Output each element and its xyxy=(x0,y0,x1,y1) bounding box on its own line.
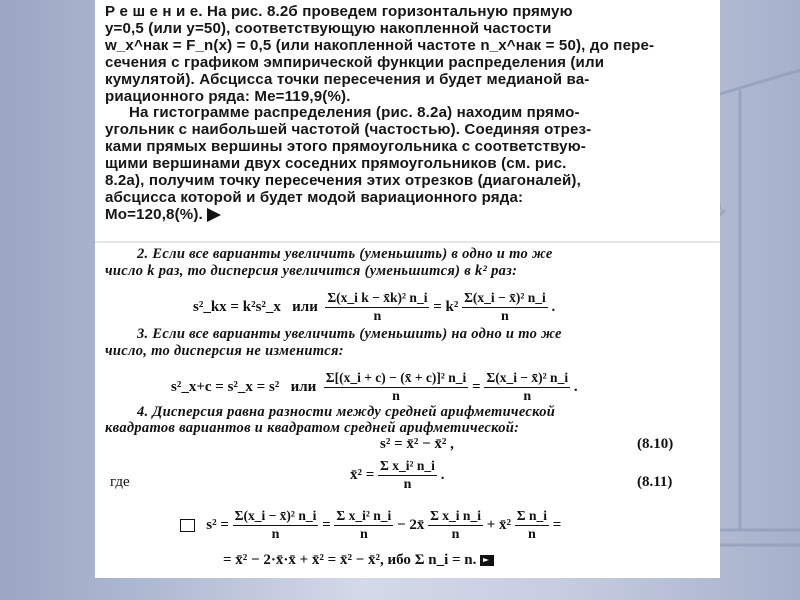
proof-chain: = x̄² − 2·x̄·x̄ + x̄² = x̄² − x̄², ибо xyxy=(223,552,411,568)
numerator: Σ x_i² n_i xyxy=(334,508,393,526)
mode-result: Mo=120,8(%). xyxy=(105,206,203,223)
textbook-page xyxy=(95,0,720,578)
property2-line2: число k раз, то дисперсия увеличится (уменьшится) в k² раз: xyxy=(105,263,518,279)
equals-sign: = xyxy=(552,516,562,533)
denominator: n xyxy=(523,389,532,404)
numerator: Σ[(x_i + c) − (x̄ + c)]² n_i xyxy=(324,370,469,388)
numerator: Σ(x_i k − x̄k)² n_i xyxy=(325,290,429,308)
or-word: или xyxy=(290,378,317,395)
denominator: n xyxy=(271,527,280,542)
numerator: Σ x_i² n_i xyxy=(378,458,437,476)
page-divider xyxy=(95,241,720,243)
text-line: угольник с наибольшей частотой (частостью). Соединяя отрез- xyxy=(105,122,592,139)
equation-8-11: x̄² = $\frac{\text{Σ x\_i² n\_i}}{n}$ . xyxy=(350,458,445,492)
denominator: n xyxy=(373,309,382,324)
fraction xyxy=(428,508,483,543)
numerator: Σ n_i xyxy=(515,508,549,526)
text-line: риационного ряда: Me=119,9(%). xyxy=(105,88,351,105)
fraction xyxy=(462,290,548,325)
proof-line1 xyxy=(180,508,561,543)
formula-left: x̄² = xyxy=(350,466,375,483)
text-line xyxy=(105,207,710,224)
equation-number: (8.10) xyxy=(637,436,674,452)
fraction xyxy=(515,508,549,543)
text-line: кумулятой). Абсцисса точки пересечения и будет медианой ва- xyxy=(105,71,590,88)
equation-8-10: s² = x̄² − x̄² , xyxy=(380,436,454,452)
text-line: Р е ш е н и е. На рис. 8.2б проведем горизонтальную прямую xyxy=(105,4,573,20)
where-word: где xyxy=(110,474,130,490)
text-line: w_x^нак = F_n(x) = 0,5 (или накопленной частоте n_x^нак = 50), до пере- xyxy=(105,37,655,54)
property3-line1: 3. Если все варианты увеличить (уменьшить) на одно и то же xyxy=(137,326,562,342)
equals-sign: = xyxy=(322,516,331,533)
or-word: или xyxy=(292,298,318,315)
proof-end-icon xyxy=(480,555,494,566)
text-line: y=0,5 (или y=50), соответствующую накопленной частости xyxy=(105,20,552,37)
denominator: n xyxy=(403,477,412,492)
property2-line1: 2. Если все варианты увеличить (уменьшить) в одно и то же xyxy=(137,246,553,262)
proof-s2: s² = xyxy=(206,516,229,533)
denominator: n xyxy=(451,527,460,542)
denominator: n xyxy=(501,309,509,324)
end-triangle-icon xyxy=(207,208,221,222)
text-line: На гистограмме распределения (рис. 8.2а) находим прямо- xyxy=(129,105,580,122)
text-line: сечения с графиком эмпирической функции распределения (или xyxy=(105,54,605,71)
formula-left: s²_kx = k²s²_x xyxy=(193,298,281,315)
text-line: ками прямых вершины этого прямоугольника с соответствую- xyxy=(105,139,586,156)
fraction xyxy=(484,370,570,405)
numerator: Σ x_i n_i xyxy=(428,508,483,526)
property3-formula: s²_x+c = s²_x = s² или $\frac{\text{Σ[(x\_i + c) − (x̄ + c)]² n\_i}}{n}$ = $\frac{\text{Σ(x\_i − x̄)² n\_i}}{n}$ . xyxy=(171,370,578,404)
proof-tail: Σ n_i = n. xyxy=(414,552,477,568)
property4-line2: квадратов вариантов и квадратом средней арифметической: xyxy=(105,420,520,436)
text-line: абсцисса которой и будет модой вариационного ряда: xyxy=(105,189,524,206)
fraction xyxy=(378,458,437,493)
term-minus: − 2x̄ xyxy=(397,516,425,533)
equation-number: (8.11) xyxy=(637,474,673,490)
fraction xyxy=(325,290,429,325)
denominator: n xyxy=(359,527,368,542)
numerator: Σ(x_i − x̄)² n_i xyxy=(484,370,570,388)
text-line: щими вершинами двух соседних прямоугольников (см. рис. xyxy=(105,156,567,173)
numerator: Σ(x_i − x̄)² n_i xyxy=(462,290,548,308)
solution-text xyxy=(105,4,710,224)
numerator: Σ(x_i − x̄)² n_i xyxy=(233,508,319,526)
property3-line2: число, то дисперсия не изменится: xyxy=(105,343,344,359)
fraction xyxy=(233,508,319,543)
text-line: 8.2а), получим точку пересечения этих отрезков (диагоналей), xyxy=(105,173,581,190)
fraction xyxy=(334,508,393,543)
formula-left: s²_x+c = s²_x = s² xyxy=(171,378,280,395)
fraction xyxy=(324,370,469,405)
proof-line2 xyxy=(223,552,494,569)
term-plus: + x̄² xyxy=(486,516,511,533)
denominator: n xyxy=(392,389,400,404)
formula-mid: = k² xyxy=(433,298,459,315)
denominator: n xyxy=(527,527,536,542)
property4-line1: 4. Дисперсия равна разности между средней арифметической xyxy=(137,404,556,420)
property2-formula: s²_kx = k²s²_x или $\frac{\text{Σ(x\_i k − x̄k)² n\_i}}{n}$ = k² $\frac{\text{Σ(x\_i − x̄)² n\_i}}{n}$ . xyxy=(193,290,556,324)
proof-start-icon xyxy=(180,519,195,532)
